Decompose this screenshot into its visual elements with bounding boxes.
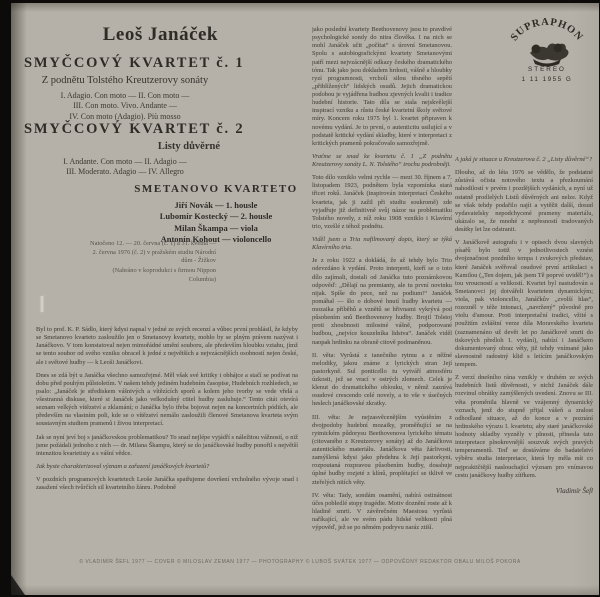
coproduction-note — [38, 267, 216, 284]
svg-text:SUPRAPHON — [509, 17, 585, 43]
ensemble-members — [118, 200, 314, 246]
paragraph: Byl to prof. K. P. Sádlo, který kdysi napsal v jedné ze svých recenzí a vůbec první prohlásil, že kdyby se Smetanovo kvarteto zasloužilo jen o Smetanovy kvartety, mohlo by se plným právem nazývat i Janáčkovo. V tom konstatoval nejen mimořádné umění souboru, ale především hloubku vztahu, jímž se tento soubor od svého vzniku obracel k jedné z největších a nejvzácnějších osobností nejen české, ale i světové hudby — k Leoši Janáčkovi. — [36, 326, 298, 366]
paragraph: II. věta: Vyrůstá z tanečního rytmu a z něžné melodiky, jakou známe z lyrických stran Její pastorkyně. Sul ponticello tu vytváří atmosféru úzkosti, jež se vrací v ostrých zlomech. Celek je klenut do dramatického oblouku, v němž zaznívá osudové crescendo celé novely, a to vše v úsečných heslech janáčkovské zkratky. — [312, 351, 452, 408]
quartet1-movements — [24, 91, 226, 122]
quartet2-movements — [24, 157, 226, 178]
paragraph: Viděl jsem u Tria nafilmovaný dopis, který se týká Klavírního tria. — [312, 236, 452, 252]
quartet2-title: SMYČCOVÝ KVARTET č. 2 — [24, 121, 245, 137]
paragraph: jako poslední kvartety Beethovenovy jsou to pravdivé psychologické sondy do nitra člověka. I na nich se mohl Janáček učit „počítat“ s úrovní Smetanovou. Spolu s autobiografickými kvartety Smetanovými patří mezi nejvzácnější odkazy českého dramatického tónu. Tak jako jsou dokladem hrdosti, vášně a hloubky ryzí programnosti, vrcholí silou těsného sepětí „přiblížených“ lidských osudů. Jejich dramatickou podobou je vyjádřena hudbou zjevných kvalit i tradice hudební historie. Tato díla se stala nejskvělejší inspirací vzniku a růstu české kvartetní školy světové míry. Koncem roku 1975 byl 1. kvartet připraven k novému vydání. Je to první, o autenticitu usilující a v podstatě kritické vydání skladby, které v interpretaci z kritických pramenů pokračovalo samozřejmě. — [312, 26, 452, 147]
cherub-lyre-emblem-icon — [530, 44, 569, 67]
paragraph: Z verzí dnešního rána vznikly v druhém ze svých hudebních listů důvěrnosti, v nichž Janáček dále rozvinul obrátky zamýšlených uvedení. Znovu se III. věta proměnila hlavně ve vzájemný dynamický vzmach, jenž do stupně přijal vášeň a zralost odhodlané situace, až do konce a v poznání hrdinského výrazu I. kvartetu; aby staré janáčkovské hodnoty skladby vyzněly v plnosti, přinesla tato interpretace plnokrevnější souzvuk svých pravých temperamentů. Teď se dostáváme do badatelství výběru studia interpretace, která by měla mít co nejpraktičtější naslouchající význam pro vnímavou cestu janáčkovy hudby zítřkem. — [455, 374, 593, 479]
recording-note-line: dům - Žižkov — [181, 257, 216, 265]
coproduction-note-line: Columbia) — [188, 275, 216, 283]
quartet1-subtitle: Z podnětu Tolstého Kreutzerovy sonáty — [41, 75, 209, 86]
quartet1-block — [24, 55, 245, 122]
ensemble-member: Jiří Novák — 1. housle — [174, 200, 258, 210]
movement-line: IV. Con moto (Adagio). Più mosso — [69, 111, 181, 121]
paragraph: Je z roku 1922 a dokládá, že až tehdy bylo Trio odevzdáno k vydání. Proto interpreti, kteří se o toto dílo zajímali, dostali od Janáčka tuto poznámkovou odpověď: „Dělají na premianty, ale tu první novinku nijak. Spíše do pece, než na podium!“ Janáček pomáhal — šlo o dobové hnutí hudby kvartetu — mozaika příběhů a vznětů se hřivnami vykrývá pod působením snů Beethovenovy hudby. Brojil Tolstoj proti zhoubnosti milostné vášně, podporované hudbou, „nejvíce kouzelníka lidstva“. Janáček viděl naopak hrdinku na obraně citově podmaněnou. — [312, 257, 452, 346]
paragraph: Dnes se zdá být u Janáčka všechno samozřejmé. Měl však své kritiky i obhájce a stačí se podívat na dobu před pouhým půlstoletím. V našem tehdy jediném hudebním časopise, Hudebních rozhledech, se psalo: „Janáček je střediskem vášnivých a vítězících sporů a kolem jeho tvorby se vede vřelá a všestranná diskuse, které si Janáček jako velkodušný ctitel hudby zasluhuje.“ Tento citát otevírá seznam velkých vítězství a zklamání; o Janáčka bylo třeba bojovat nejen na koncertních pódiích, ale především na vlastním poli, kde se o vítězství nemálo zasloužili členové Smetanova kvarteta svým soustavným studiem pramenů i živou interpretací. — [36, 371, 298, 428]
footer-credits: © VLADIMÍR ŠEFL 1977 — COVER © MILOSLAV ZEMAN 1977 — PHOTOGRAPHY © LUBOŠ SVÁTEK 1977 — ODPOVĚDNÝ REDAKTOR OBALU MILOŠ POKORA — [79, 559, 521, 565]
paragraph: Jak se nyní jeví boj s janáčkovskou problematikou? To snad nejlépe vyjádří s náležitou vážností, o niž jsme požádali jednoho z nich — dr. Milana Škampu, který se do janáčkovské hudby ponořil s největší intenzitou kvartetisty a s vášní vědce. — [36, 433, 298, 457]
liner-column-3-paragraphs — [455, 156, 593, 480]
recording-note — [38, 240, 216, 266]
ensemble-block — [118, 183, 314, 246]
liner-column-2 — [312, 26, 452, 548]
supraphon-logo — [500, 15, 594, 87]
paragraph: Vraťme se snad ke kvartetu č. 1 „Z podnětu Kreutzerovy sonáty L. N. Tolstého“ trochu podrobněji. — [312, 152, 452, 168]
stereo-label: STEREO — [528, 66, 566, 73]
paragraph: V Janáčkově autografu i v opisech dvou slavných písařů bylo totiž v jednotlivostech vznést dvojznačnost pozdního tempa i zvukových představ, které Janáček svěřoval osudové první artikulaci s Kamilou („Ten dojem, jak jsem Tě poprvé uviděl!“) s tou vroucností a velikostí. Kvartet byl nastudován a Smetanovci jej dotvářeli kvartetem dynamickým; viola, pak violoncello, Janáčkův „zvolší hlas“, rozezněl v téže intonaci, „navržený“ původně pro violu d'amour. Proti interpretační tradici, vžité s použitím zvláštní verze díla Moravského kvarteta (zaznamenáno už devět let po Janáčkově smrti do tiskových předloh 1. vydání), nabízí i Janáčkem dokumentovaný obraz věty, již tehdy vnímané jako slavnostně radostný klid s letícím janáčkovským tempem. — [455, 239, 593, 368]
recording-note-line: 2. června 1976 (č. 2) v pražském studiu Národní — [92, 248, 216, 256]
paper-corner-shadow — [11, 575, 25, 595]
quartet2-subtitle: Listy důvěrné — [157, 141, 220, 152]
label-name-text: SUPRAPHON — [508, 16, 586, 44]
paragraph: IV. věta: Tady, sondám osamění, nabírá ostinátnost účes pobledlé stopy tragédie. Motiv doznění roste až k hladině smrti. V závěrečném Maestosu vyrůstá naříkající, ale ve svém pádu lidské velikosti plná výpověď, jež se po němém podryvu naráz ztiší. — [312, 491, 452, 532]
movement-line: I. Andante. Con moto — II. Adagio — — [63, 157, 187, 166]
ensemble-name: SMETANOVO KVARTETO — [134, 183, 298, 195]
liner-column-1 — [36, 326, 298, 544]
quartet2-block — [24, 121, 245, 178]
composer-name: Leoš Janáček — [102, 24, 218, 45]
recording-note-line: Natočeno 12. — 20. června (č. 1) a 31. května — — [90, 240, 216, 247]
paragraph: V pozdních programových kvartetech Leoše Janáčka spatřujeme dovršení vrcholného vývoje snad i zasažení všech tvůrčích sil kvartetního žánru. Podobně — [36, 476, 298, 492]
ensemble-member: Milan Škampa — viola — [174, 222, 258, 233]
catalog-number: 1 11 1955 G — [521, 76, 573, 83]
paragraph: III. věta: Je nejzasvěcenějším vyústěním z dvojpodoby hudební mozaiky, proměňující se na rytmickém půdorysu Beethovenova lyrického tématu (citovaného z Kreutzerovy sonáty) až do Janáčkova autentického materiálu. Janáčkova věta žárlivosti, zamýšlená kdysi jako předehra k Její pastorkyni, rozpoutaná rozpravou působením hudby, dosahuje úplné hudby rozjeté z klínů, proplétající se tklivě ve zteřelých nitích věty. — [312, 413, 452, 486]
paragraph: Dlouho, až do léta 1976 se vědělo, že podstatné zůstává očista notového textu a přezkoumání nahodilostí v prvém i pozdějších vydáních, a nyní už ostatně prodlelých Listů důvěrných ani nelze. Když se však tehdy podařilo najít a vytěžit další, dosud vydavatelsky nepodchycené prameny materiálu, ukázalo se, že mnohé z nepřesností tradovaných desítky let lze odstranit. — [455, 169, 593, 233]
movement-line: III. Moderato. Adagio — IV. Allegro — [66, 167, 184, 177]
movement-line: I. Adagio. Con moto — II. Con moto — — [60, 91, 190, 100]
liner-column-3 — [455, 156, 593, 540]
ensemble-member: Antonín Kohout — violoncello — [160, 234, 272, 245]
author-signature: Vladimír Šefl — [555, 486, 593, 495]
ensemble-member: Lubomír Kostecký — 2. housle — [159, 211, 273, 222]
coproduction-note-line: (Nahráno v koprodukci s firmou Nippon — [112, 267, 216, 274]
movement-line: III. Con moto. Vivo. Andante — — [73, 101, 177, 111]
paragraph: Toto dílo vzniklo velmi rychle — mezi 30. říjnem a 7. listopadem 1923, podnětem byla vzpomínka stará třicet roků. Janáček (inspirován interpretací Českého kvarteta, jak ji zažil při studiu soukromě) zde vyjadřuje již definitivně svůj názor na problematiku Tolstého novely, z níž roku 1908 vzniklo i Klavírní trio, vzešlé z téhož podnětu. — [312, 174, 452, 230]
paragraph: Jak byste charakterizoval význam a zařazení janáčkových kvartetů? — [36, 462, 210, 470]
paragraph: A jaká je situace u Kreutzerova č. 2 „Listy důvěrné“? — [455, 156, 593, 163]
quartet1-title: SMYČCOVÝ KVARTET č. 1 — [24, 55, 245, 71]
